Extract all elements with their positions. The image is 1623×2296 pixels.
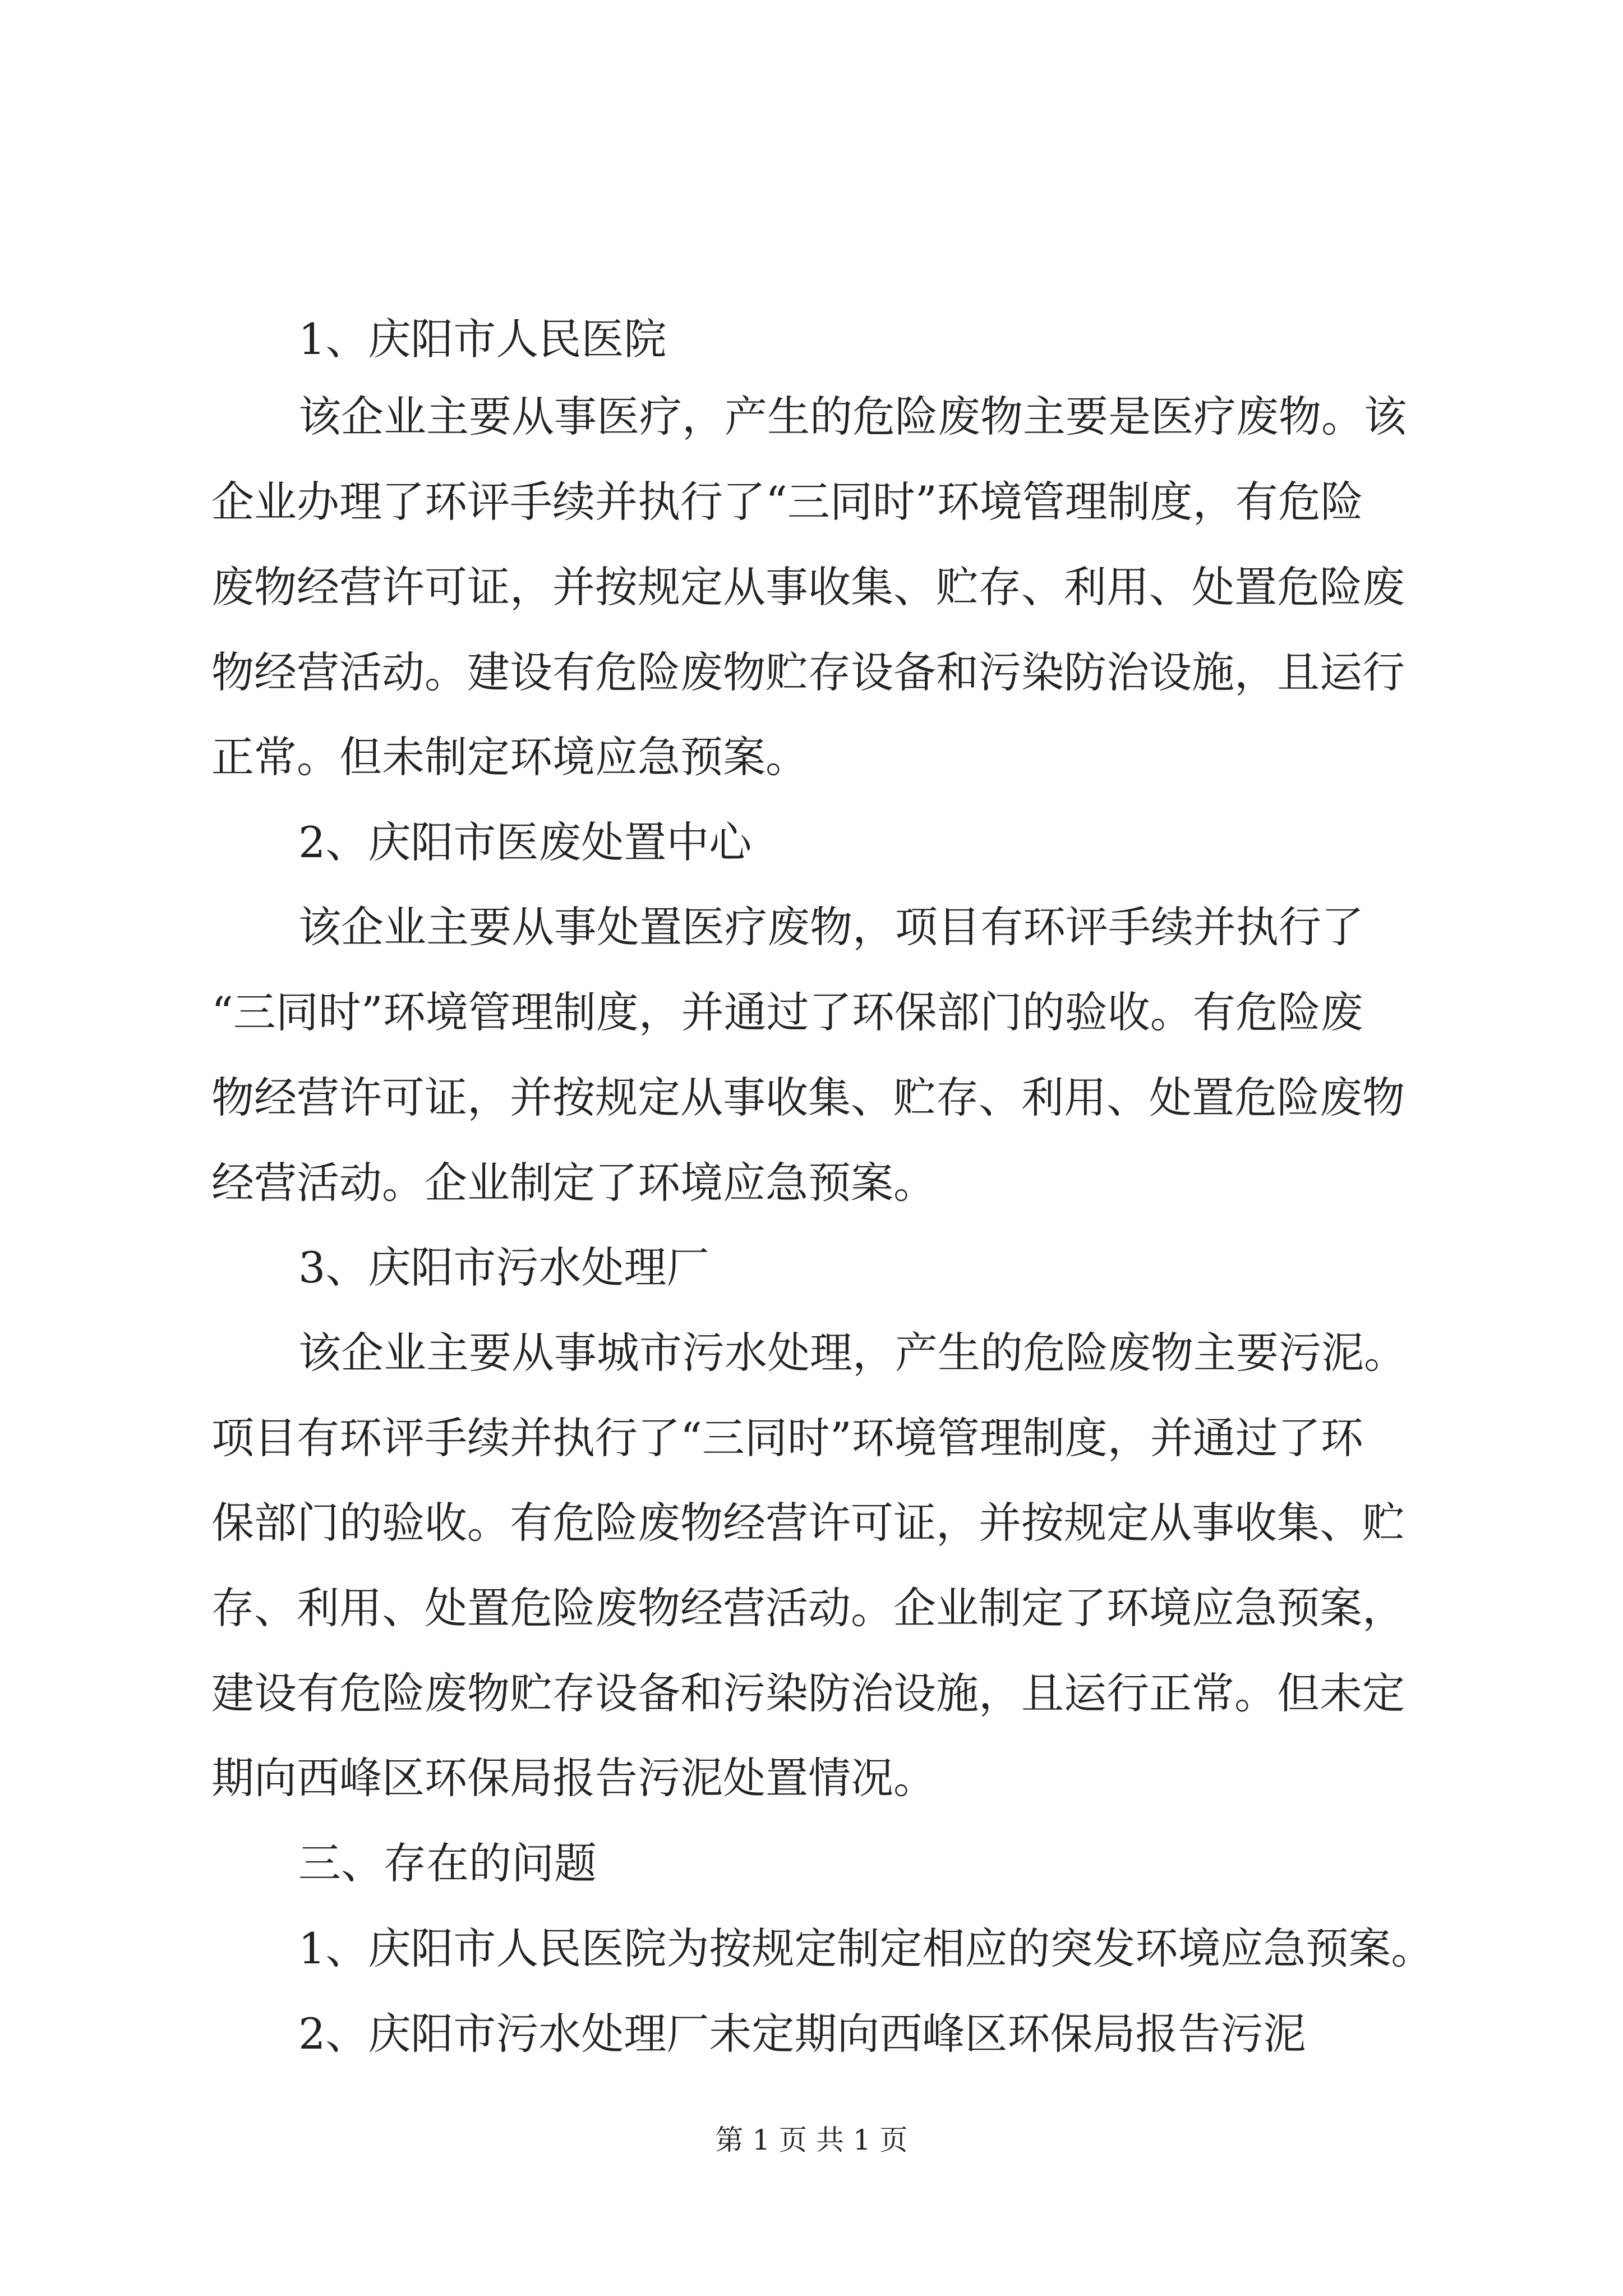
text-line: 2、庆阳市医废处置中心 — [298, 817, 752, 867]
page-footer: 第 1 页 共 1 页 — [715, 2124, 908, 2156]
text-line: 期向西峰区环保局报告污泥处置情况。 — [211, 1753, 936, 1803]
text-line: 3、庆阳市污水处理厂 — [298, 1243, 709, 1292]
section-heading: 三、存在的问题 — [298, 1838, 597, 1888]
text-line: 1、庆阳市人民医院为按规定制定相应的突发环境应急预案。 — [298, 1924, 1434, 1973]
text-line: 1、庆阳市人民医院 — [298, 314, 667, 364]
text-line: 项目有环评手续并执行了“三同时”环境管理制度，并通过了环 — [211, 1413, 1363, 1463]
text-line: 经营活动。企业制定了环境应急预案。 — [211, 1158, 936, 1208]
text-line: 物经营活动。建设有危险废物贮存设备和污染防治设施，且运行 — [211, 647, 1405, 697]
text-line: 废物经营许可证，并按规定从事收集、贮存、利用、处置危险废 — [211, 562, 1405, 612]
text-line: 该企业主要从事医疗，产生的危险废物主要是医疗废物。该 — [298, 392, 1407, 441]
text-line: 企业办理了环评手续并执行了“三同时”环境管理制度，有危险 — [211, 477, 1363, 527]
text-line: 正常。但未制定环境应急预案。 — [211, 732, 808, 782]
text-line: “三同时”环境管理制度，并通过了环保部门的验收。有危险废 — [211, 987, 1363, 1037]
text-line: 建设有危险废物贮存设备和污染防治设施，且运行正常。但未定 — [211, 1668, 1405, 1718]
text-line: 存、利用、处置危险废物经营活动。企业制定了环境应急预案， — [211, 1583, 1405, 1633]
text-line: 该企业主要从事城市污水处理，产生的危险废物主要污泥。 — [298, 1328, 1407, 1378]
text-line: 2、庆阳市污水处理厂未定期向西峰区环保局报告污泥 — [298, 2009, 1306, 2059]
text-line: 保部门的验收。有危险废物经营许可证，并按规定从事收集、贮 — [211, 1498, 1405, 1548]
text-line: 物经营许可证，并按规定从事收集、贮存、利用、处置危险废物 — [211, 1073, 1405, 1122]
text-line: 该企业主要从事处置医疗废物，项目有环评手续并执行了 — [298, 902, 1364, 952]
